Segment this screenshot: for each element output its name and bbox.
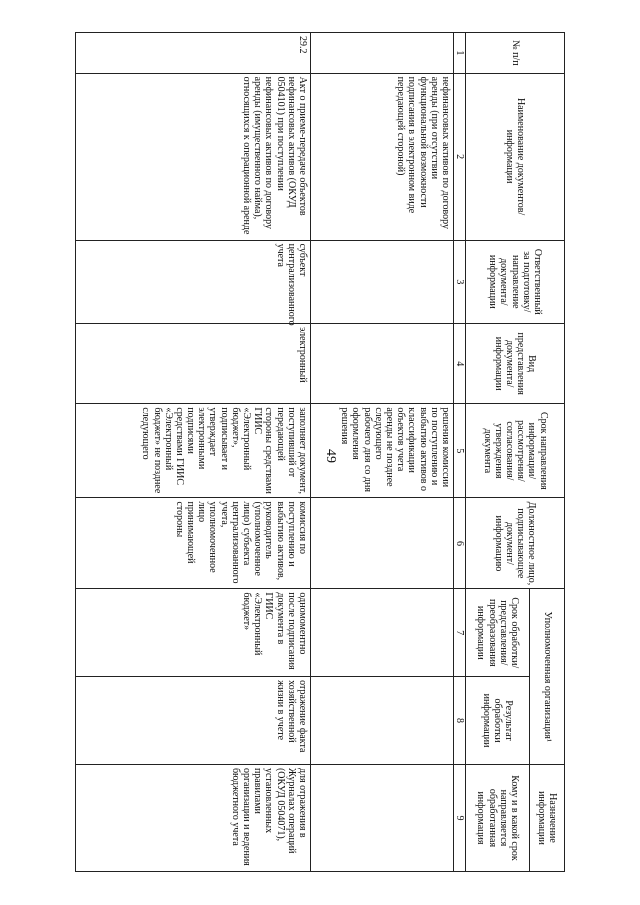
cell-processing-time [311, 589, 454, 677]
column-number: 5 [454, 404, 466, 498]
cell-responsible [311, 240, 454, 323]
header-deadline: Срок направления информации/ рассмотрения/ согласования/ утверждения документа [466, 404, 565, 498]
column-number: 3 [454, 240, 466, 323]
cell-form: электронный [76, 324, 311, 404]
table-row [76, 33, 311, 872]
header-destination: Назначение информации [529, 764, 564, 871]
cell-number: 29.2 [76, 33, 311, 74]
cell-signer: комиссия по поступлению и выбытию активов, руководитель (уполномоченное лицо) субъекта централизованного учета, уполномоченное лицо принимающей стороны [76, 498, 311, 589]
column-number: 4 [454, 324, 466, 404]
column-number: 6 [454, 498, 466, 589]
header-processing-result: Результат обработки информации [466, 677, 530, 765]
header-number: № п/п [466, 33, 565, 74]
table-row [311, 33, 454, 872]
column-number-row [454, 33, 466, 872]
cell-document-name: нефинансовых активов по договору аренды (при отсутствии функциональной возможности подписания в электронном виде передающей стороной) [311, 73, 454, 240]
cell-processing-time: одномоментно после подписания документа в ГИИС «Электронный бюджет» [76, 589, 311, 677]
column-number: 8 [454, 677, 466, 765]
cell-deadline: решения комиссии по поступлению и выбытию активов о классификации объектов учета аренды не позднее следующего рабочего дня со дня оформления решения [311, 404, 454, 498]
header-processing-time: Срок обработки/ представления/ преобразования информации [466, 589, 530, 677]
cell-signer [311, 498, 454, 589]
column-number: 9 [454, 764, 466, 871]
cell-processing-result: отражение факта хозяйственной жизни в учете [76, 677, 311, 765]
cell-recipient: для отражения в Журналах операций (ОКУД 0504071), установленных правилами организации и ведения бюджетного учета [76, 764, 311, 871]
cell-form [311, 324, 454, 404]
cell-deadline: заполняет документ, поступивший от передающей стороны средствами ГИИС «Электронный бюджет», подписывает и утверждает электронными подписями средствами ГИИС «Электронный бюджет» не позднее следующего [76, 404, 311, 498]
cell-document-name: Акт о приеме-передаче объектов нефинансовых активов (ОКУД 0504101) при поступлении нефинансовых активов по договору аренды (имущественного найма), относящихся к операционной аренде [76, 73, 311, 240]
header-form: Вид представления документа/ информации [466, 324, 565, 404]
header-recipient: Кому и в какой срок направляется обработанная информация [466, 764, 530, 871]
cell-responsible: субъект централизованного учета [76, 240, 311, 323]
regulation-table [75, 32, 565, 872]
column-number: 2 [454, 73, 466, 240]
rotated-document-table [75, 32, 565, 872]
header-signer: Должностное лицо, подписывающее документ/ информацию [466, 498, 565, 589]
header-row-1 [529, 33, 564, 872]
column-number: 7 [454, 589, 466, 677]
header-responsible: Ответственный за подготовку/ направление документа/ информации [466, 240, 565, 323]
cell-recipient [311, 764, 454, 871]
cell-processing-result [311, 677, 454, 765]
header-document-name: Наименование документов/ информации [466, 73, 565, 240]
header-authorized-org: Уполномоченная организация¹ [529, 589, 564, 765]
page-number: 49 [323, 449, 338, 463]
cell-number [311, 33, 454, 74]
column-number: 1 [454, 33, 466, 74]
